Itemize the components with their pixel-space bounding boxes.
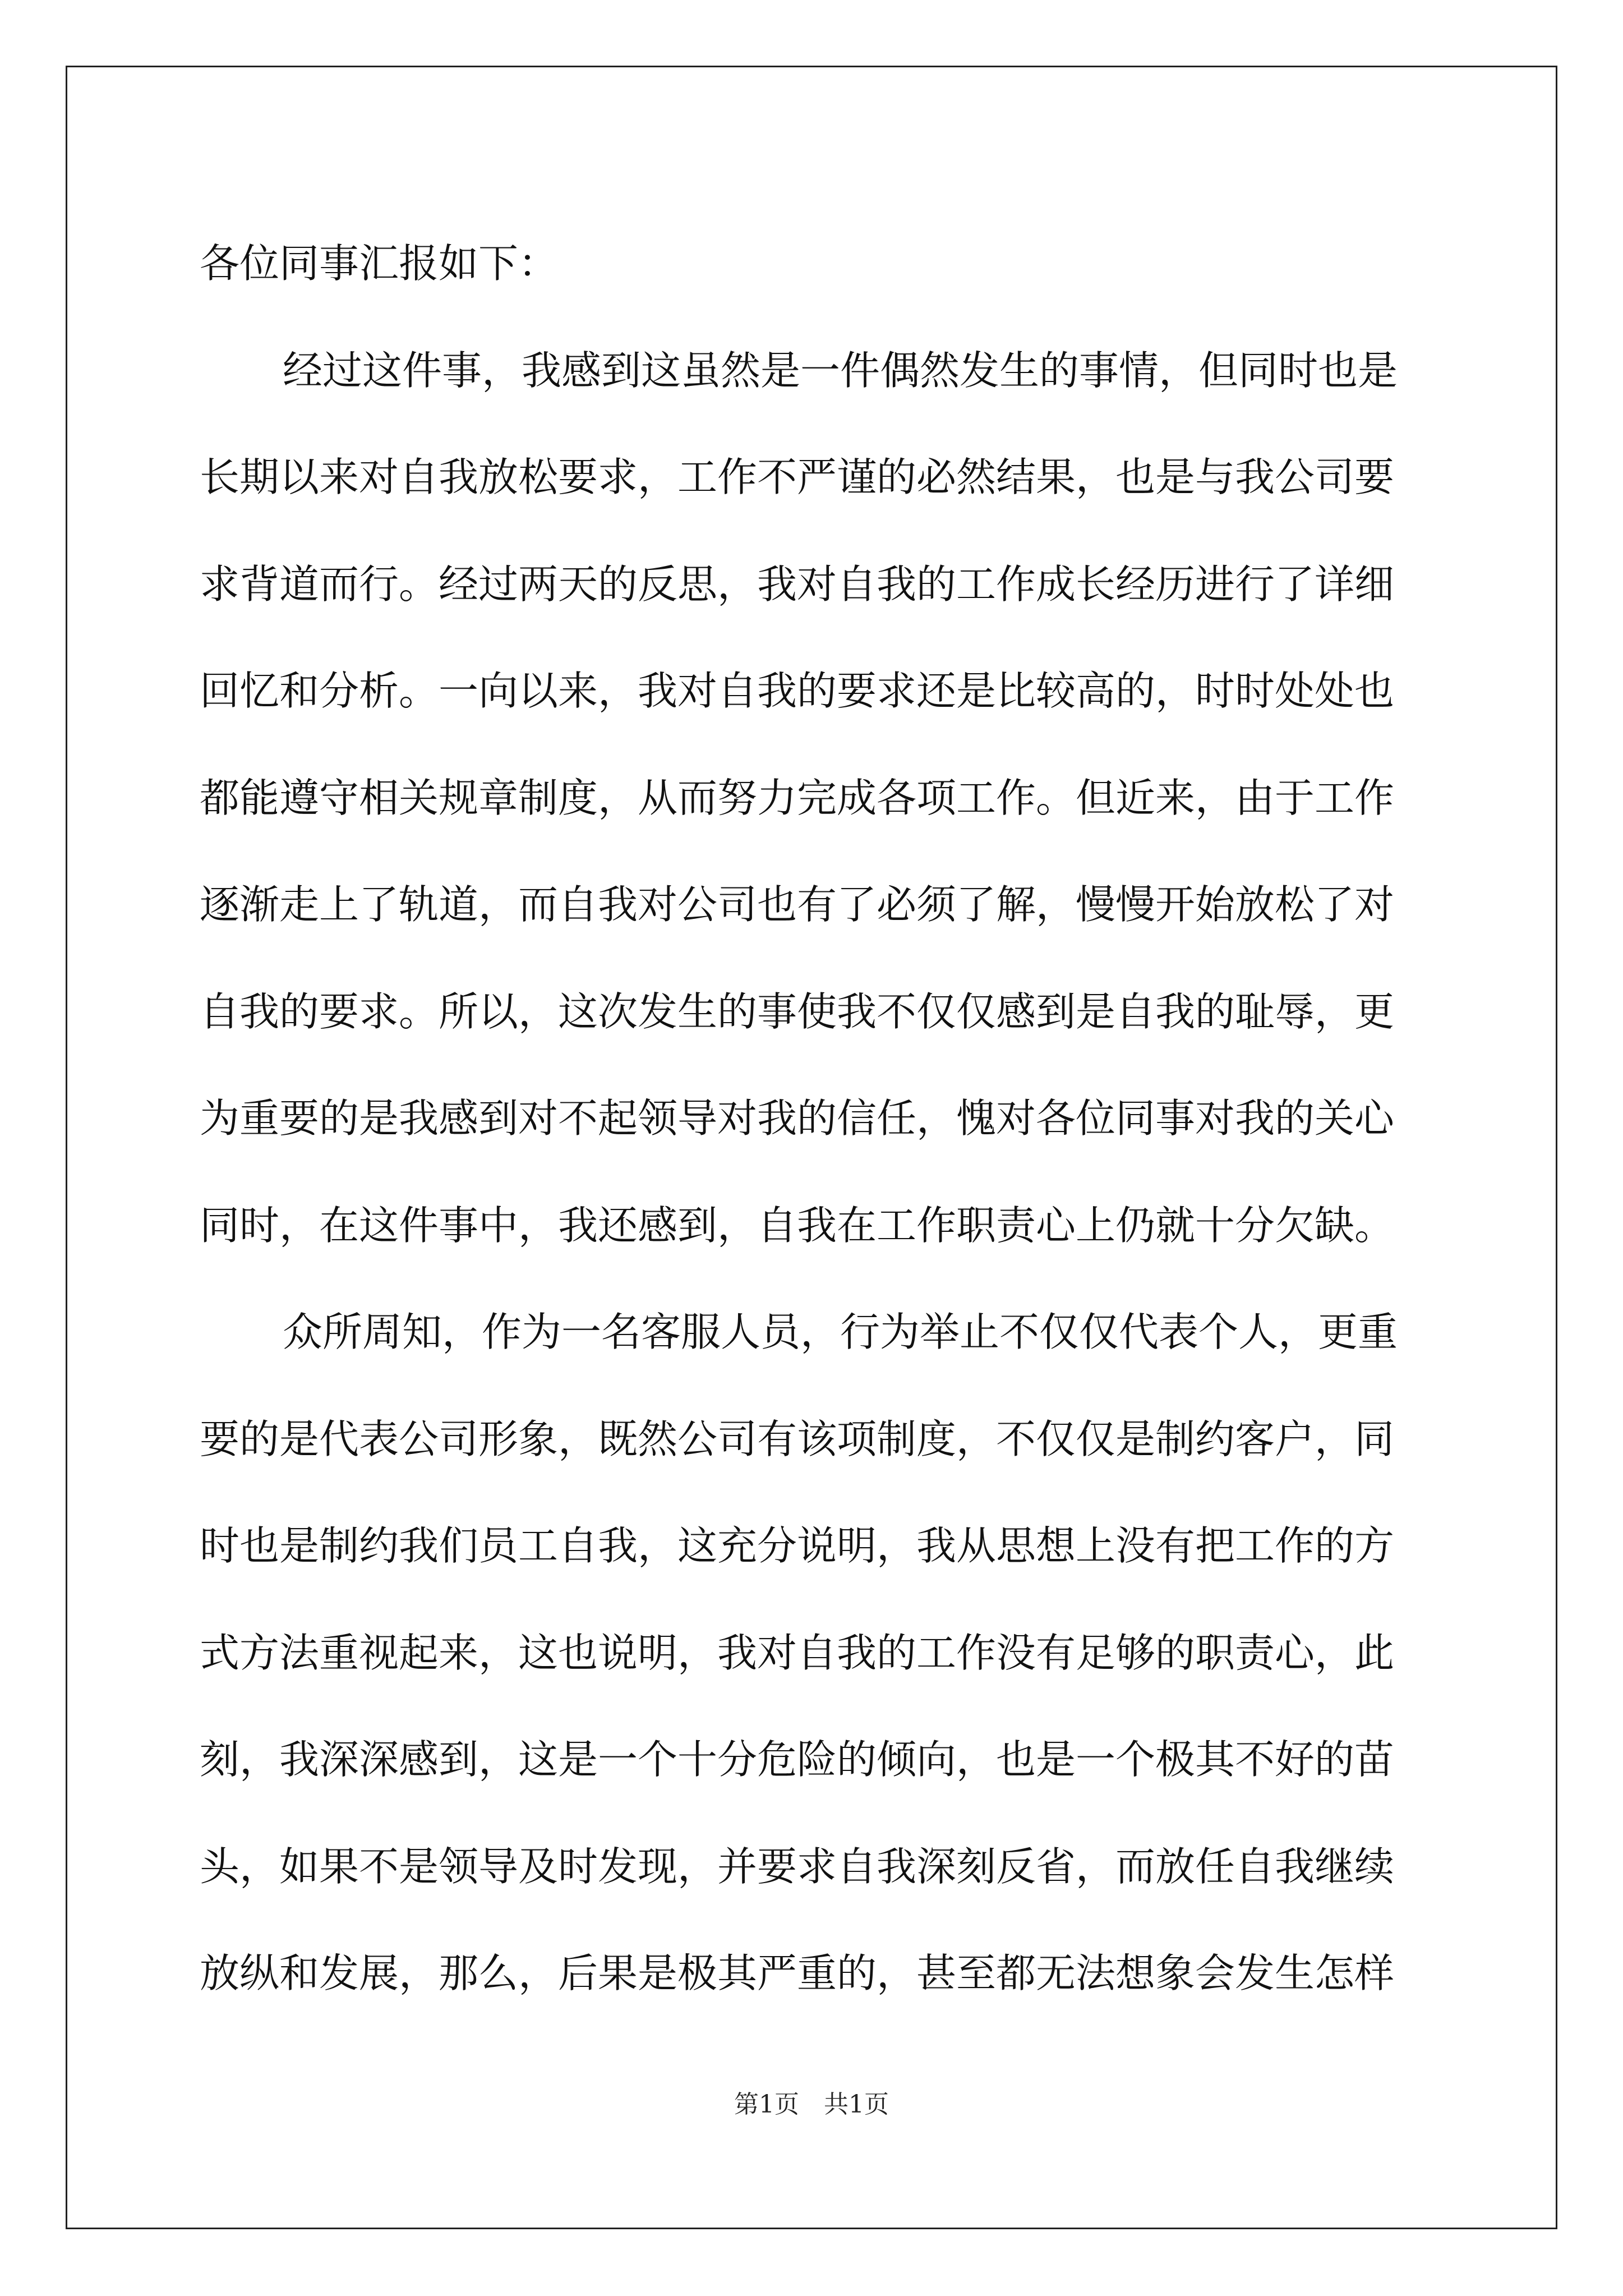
text-line: 长期以来对自我放松要求，工作不严谨的必然结果，也是与我公司要 <box>200 454 1395 500</box>
text-line: 求背道而行。经过两天的反思，我对自我的工作成长经历进行了详细 <box>200 560 1395 608</box>
text-line: 式方法重视起来，这也说明，我对自我的工作没有足够的职责心，此 <box>200 1629 1395 1676</box>
text-line: 都能遵守相关规章制度，从而努力完成各项工作。但近来，由于工作 <box>200 774 1395 821</box>
text-line: 逐渐走上了轨道，而自我对公司也有了必须了解，慢慢开始放松了对 <box>200 881 1395 928</box>
text-line: 众所周知，作为一名客服人员，行为举止不仅仅代表个人，更重 <box>283 1309 1398 1355</box>
text-line: 经过这件事，我感到这虽然是一件偶然发生的事情，但同时也是 <box>283 347 1398 394</box>
text-line: 要的是代表公司形象，既然公司有该项制度，不仅仅是制约客户，同 <box>200 1415 1395 1462</box>
text-line: 各位同事汇报如下： <box>200 240 559 287</box>
document-body <box>200 210 1433 2027</box>
text-line: 同时，在这件事中，我还感到，自我在工作职责心上仍就十分欠缺。 <box>200 1202 1395 1249</box>
text-line: 自我的要求。所以，这次发生的事使我不仅仅感到是自我的耻辱，更 <box>200 988 1395 1035</box>
text-line: 时也是制约我们员工自我，这充分说明，我从思想上没有把工作的方 <box>200 1522 1395 1569</box>
text-line: 放纵和发展，那么，后果是极其严重的，甚至都无法想象会发生怎样 <box>200 1950 1395 1996</box>
text-line: 刻，我深深感到，这是一个十分危险的倾向，也是一个极其不好的苗 <box>200 1736 1395 1783</box>
page-number: 第1页 共1页 <box>734 2090 889 2119</box>
text-line: 回忆和分析。一向以来，我对自我的要求还是比较高的，时时处处也 <box>200 668 1395 714</box>
text-line: 头，如果不是领导及时发现，并要求自我深刻反省，而放任自我继续 <box>200 1843 1395 1890</box>
text-line: 为重要的是我感到对不起领导对我的信任，愧对各位同事对我的关心 <box>200 1095 1395 1142</box>
